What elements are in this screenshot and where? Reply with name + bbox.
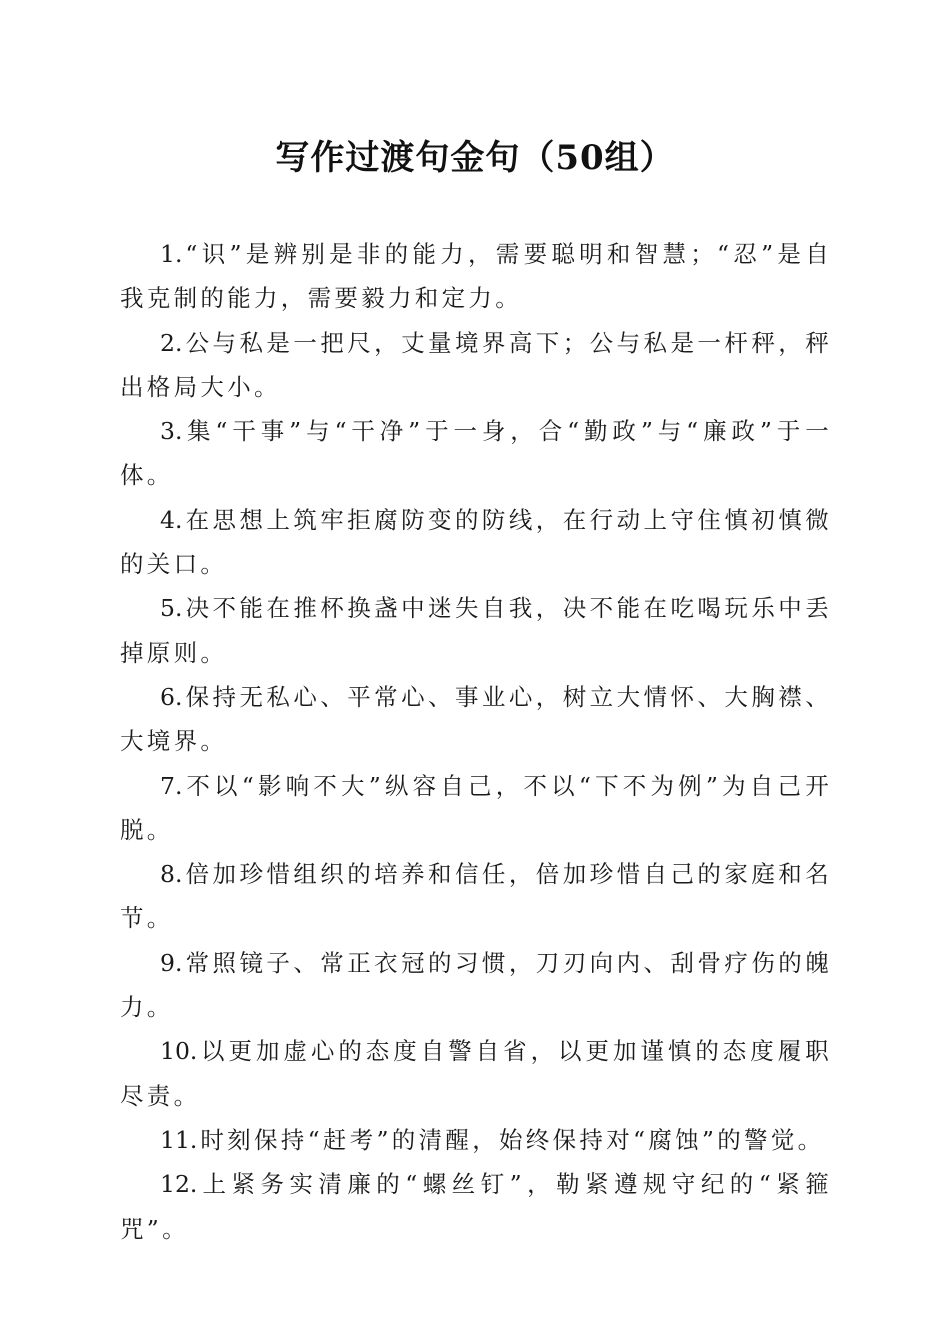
item-number: 7. bbox=[160, 771, 183, 800]
paragraph-5 bbox=[120, 586, 832, 675]
item-number: 5. bbox=[160, 594, 183, 623]
item-text: “识”是辨别是非的能力，需要聪明和智慧；“忍”是自我克制的能力，需要毅力和定力。 bbox=[120, 240, 832, 313]
item-number: 1. bbox=[160, 240, 183, 268]
paragraph-3 bbox=[120, 409, 832, 498]
paragraph-6 bbox=[120, 675, 832, 764]
item-text: 保持无私心、平常心、事业心，树立大情怀、大胸襟、大境界。 bbox=[120, 682, 832, 756]
paragraph-9 bbox=[120, 941, 832, 1030]
paragraph-2 bbox=[120, 321, 832, 410]
paragraph-8 bbox=[120, 852, 832, 941]
item-number: 11. bbox=[160, 1125, 198, 1154]
item-text: 以更加虚心的态度自警自省，以更加谨慎的态度履职尽责。 bbox=[120, 1037, 832, 1110]
item-number: 8. bbox=[160, 860, 183, 889]
item-text: 常照镜子、常正衣冠的习惯，刀刃向内、刮骨疗伤的魄力。 bbox=[120, 948, 832, 1022]
item-text: 上紧务实清廉的“螺丝钉”，勒紧遵规守纪的“紧箍咒”。 bbox=[120, 1170, 832, 1243]
document-body bbox=[120, 232, 832, 1251]
item-text: 决不能在推杯换盏中迷失自我，决不能在吃喝玩乐中丢掉原则。 bbox=[120, 594, 832, 667]
paragraph-12 bbox=[120, 1162, 832, 1251]
item-number: 12. bbox=[160, 1170, 198, 1199]
paragraph-10 bbox=[120, 1029, 832, 1118]
item-number: 4. bbox=[160, 505, 183, 534]
paragraph-1 bbox=[120, 232, 832, 321]
item-text: 在思想上筑牢拒腐防变的防线，在行动上守住慎初慎微的关口。 bbox=[120, 505, 832, 579]
document-title: 写作过渡句金句（50组） bbox=[275, 138, 675, 178]
item-number: 3. bbox=[160, 417, 183, 446]
item-text: 时刻保持“赶考”的清醒，始终保持对“腐蚀”的警觉。 bbox=[200, 1125, 825, 1154]
item-text: 集“干事”与“干净”于一身，合“勤政”与“廉政”于一体。 bbox=[120, 417, 832, 490]
item-number: 2. bbox=[160, 328, 183, 357]
item-text: 倍加珍惜组织的培养和信任，倍加珍惜自己的家庭和名节。 bbox=[120, 860, 832, 933]
item-text: 不以“影响不大”纵容自己，不以“下不为例”为自己开脱。 bbox=[120, 771, 832, 844]
paragraph-11 bbox=[120, 1118, 832, 1162]
paragraph-4 bbox=[120, 498, 832, 587]
paragraph-7 bbox=[120, 764, 832, 853]
item-text: 公与私是一把尺，丈量境界高下；公与私是一杆秤，秤出格局大小。 bbox=[120, 328, 832, 401]
item-number: 9. bbox=[160, 948, 183, 977]
item-number: 10. bbox=[160, 1037, 198, 1066]
item-number: 6. bbox=[160, 682, 183, 711]
